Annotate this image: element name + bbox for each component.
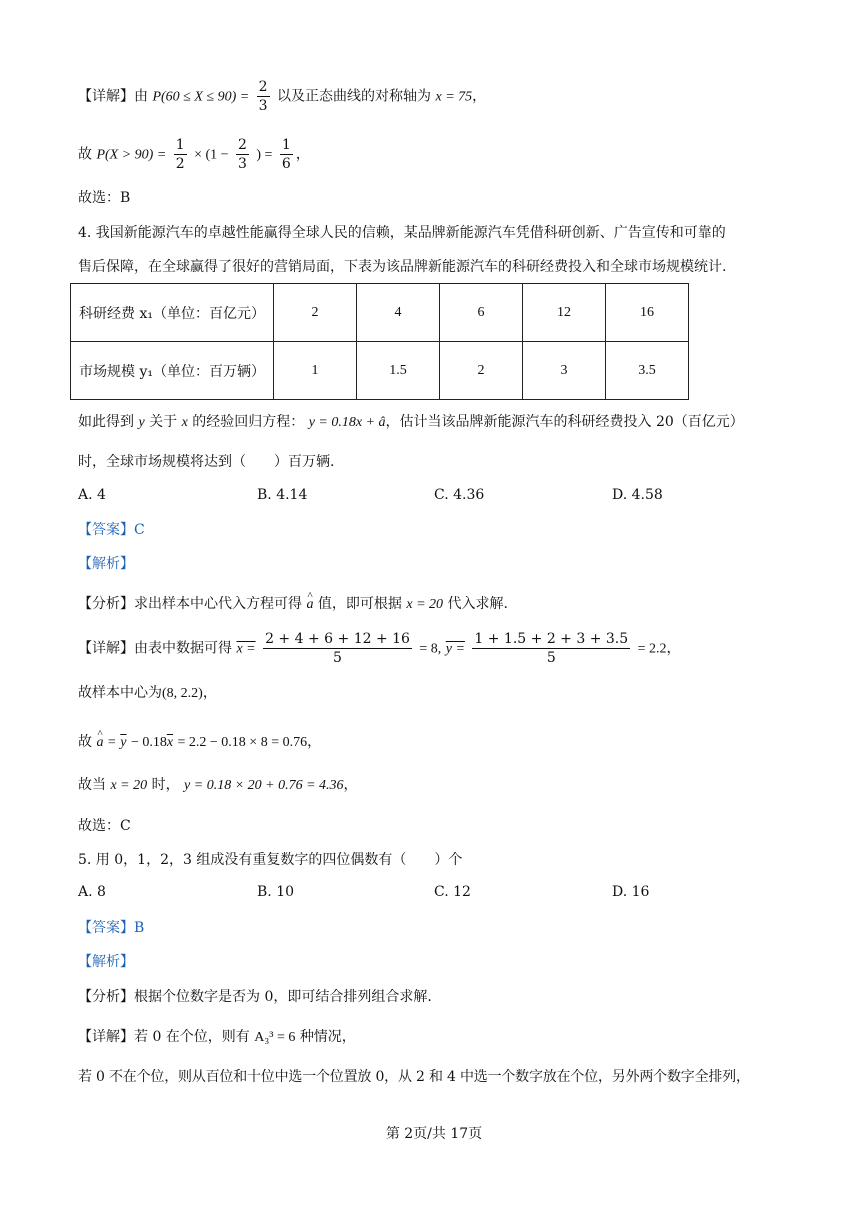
punct: ， — [307, 734, 322, 750]
q5-stem: 5. 用 0，1，2，3 组成没有重复数字的四位偶数有（ ）个 — [78, 852, 463, 868]
q5-option-c: C. 12 — [434, 884, 471, 900]
q4-option-d: D. 4.58 — [612, 487, 663, 503]
table-cell: 3.5 — [606, 342, 689, 400]
text: 关于 — [149, 414, 178, 430]
text: 种情况， — [299, 1029, 356, 1045]
x-bar-result: = 8, — [419, 641, 442, 657]
text: 根据个位数字是否为 0，即可结合排列组合求解. — [134, 989, 432, 1005]
q4-when-line — [78, 775, 358, 796]
a-hat: ^ a — [306, 595, 313, 615]
page-footer: 第 2页/共 17页 — [385, 1126, 483, 1142]
q4-choose: 故选：C — [78, 818, 131, 834]
var-x: x — [181, 415, 188, 430]
sample-center: (8, 2.2) — [162, 686, 203, 701]
detail-label: 【详解】由表中数据可得 — [78, 640, 232, 657]
q4-option-c: C. 4.36 — [434, 487, 485, 503]
x-bar-fraction: $\frac{2 + 4 + 6 + 12 + 16}{5}$ — [265, 631, 410, 666]
text: 故样本中心为 — [78, 685, 162, 701]
y-bar: y = — [445, 641, 465, 657]
minus-018: − 0.18 — [130, 735, 167, 750]
q3-choose: 故选：B — [78, 190, 131, 206]
q5-last-line: 若 0 不在个位，则从百位和十位中选一个位置放 0，从 2 和 4 中选一个数字放在个位，另外两个数字全排列， — [78, 1069, 750, 1085]
prob-expression: P(60 ≤ X ≤ 90) = — [152, 89, 250, 105]
var-y: y — [138, 415, 145, 430]
q4-stem-line1: 4. 我国新能源汽车的卓越性能赢得全球人民的信赖，某品牌新能源汽车凭借科研创新、广告宣传和可靠的 — [78, 225, 726, 241]
q4-after-line1 — [78, 412, 744, 433]
x-bar: $\overline{x}$ — [166, 735, 174, 750]
q5-option-a: A. 8 — [78, 884, 106, 900]
research-market-table — [70, 283, 689, 400]
axis-expression: x = 75 — [435, 89, 473, 105]
row2-head: 市场规模 y₁（单位：百万辆） — [71, 342, 274, 400]
punct: ， — [666, 640, 681, 657]
y-bar-result: = 2.2 — [637, 641, 667, 657]
q5-answer — [78, 918, 144, 938]
table-cell: 2 — [274, 284, 357, 342]
y-bar-fraction: $\frac{1 + 1.5 + 2 + 3 + 3.5}{5}$ — [474, 631, 629, 666]
fraction-1-6: $\frac{1}{6}$ — [281, 137, 291, 172]
q5-fenxi-line — [78, 987, 432, 1007]
detail-label: 【详解】由 — [78, 88, 148, 105]
x-bar: x = — [236, 641, 256, 657]
q3-detail-line — [78, 78, 486, 115]
detail-text: 以及正态曲线的对称轴为 — [277, 88, 432, 105]
q5-option-b: B. 10 — [257, 884, 295, 900]
table-row — [71, 284, 689, 342]
table-cell: 2 — [440, 342, 523, 400]
text: 故 — [78, 734, 92, 750]
table-cell: 4 — [357, 284, 440, 342]
q4-option-a: A. 4 — [78, 487, 106, 503]
punct: ， — [472, 88, 487, 105]
q3-result-line — [78, 136, 310, 173]
table-cell: 3 — [523, 342, 606, 400]
text: 求出样本中心代入方程可得 — [134, 596, 302, 612]
text: 故当 — [78, 777, 106, 793]
text: 值，即可根据 — [317, 596, 402, 612]
q4-stem-line2: 售后保障，在全球赢得了很好的营销局面，下表为该品牌新能源汽车的科研经费投入和全球市场规模统计. — [78, 259, 727, 275]
q4-analysis-tag: 【解析】 — [78, 556, 134, 572]
close-bracket: ) = — [256, 147, 273, 163]
regression-equation: y = 0.18x + â — [308, 415, 386, 430]
x-equals-20: x = 20 — [406, 597, 444, 612]
y-bar: $\overline{y}$ — [120, 735, 127, 750]
table-cell: 12 — [523, 284, 606, 342]
table-cell: 6 — [440, 284, 523, 342]
answer-tag: 【答案】C — [78, 522, 145, 538]
fraction-2-3: $\frac{2}{3}$ — [258, 79, 268, 114]
text: 代入求解. — [447, 596, 508, 612]
q4-ahat-line — [78, 732, 321, 753]
x-equals-20: x = 20 — [110, 778, 148, 793]
q4-fenxi-line — [78, 594, 508, 615]
a-hat-result: = 2.2 − 0.18 × 8 = 0.76 — [177, 735, 308, 750]
fraction-2-3b: $\frac{2}{3}$ — [238, 137, 247, 172]
fenxi-label: 【分析】 — [78, 989, 134, 1005]
table-cell: 16 — [606, 284, 689, 342]
text: ，估计当该品牌新能源汽车的科研经费投入 20（百亿元） — [385, 414, 744, 430]
q4-center-line — [78, 683, 217, 704]
fenxi-label: 【分析】 — [78, 596, 134, 612]
punct: ， — [202, 685, 217, 701]
table-row — [71, 342, 689, 400]
text: 的经验回归方程： — [192, 414, 305, 430]
punct: ， — [295, 146, 310, 163]
permutation-expr: A₃³ = 6 — [254, 1030, 296, 1045]
q5-option-d: D. 16 — [612, 884, 650, 900]
punct: ， — [343, 777, 358, 793]
text: 时， — [151, 777, 180, 793]
q5-analysis-tag: 【解析】 — [78, 954, 134, 970]
line-start: 故 — [78, 146, 92, 163]
table-cell: 1.5 — [357, 342, 440, 400]
q4-detail-line — [78, 630, 681, 667]
times-bracket: × (1 − — [194, 147, 229, 163]
a-hat: ^ a — [96, 733, 103, 753]
detail-label: 【详解】若 0 在个位，则有 — [78, 1029, 250, 1045]
text: 如此得到 — [78, 414, 134, 430]
q4-answer — [78, 520, 145, 540]
q4-after-line2: 时，全球市场规模将达到（ ）百万辆. — [78, 454, 335, 470]
prediction-equation: y = 0.18 × 20 + 0.76 = 4.36 — [184, 778, 344, 793]
eq: = — [107, 735, 116, 750]
row1-head: 科研经费 x₁（单位：百亿元） — [71, 284, 274, 342]
answer-tag: 【答案】B — [78, 920, 145, 936]
table-cell: 1 — [274, 342, 357, 400]
prob-gt-90: P(X > 90) = — [96, 147, 167, 163]
fraction-1-2: $\frac{1}{2}$ — [175, 137, 185, 172]
q4-option-b: B. 4.14 — [257, 487, 308, 503]
q5-detail-line — [78, 1027, 356, 1048]
